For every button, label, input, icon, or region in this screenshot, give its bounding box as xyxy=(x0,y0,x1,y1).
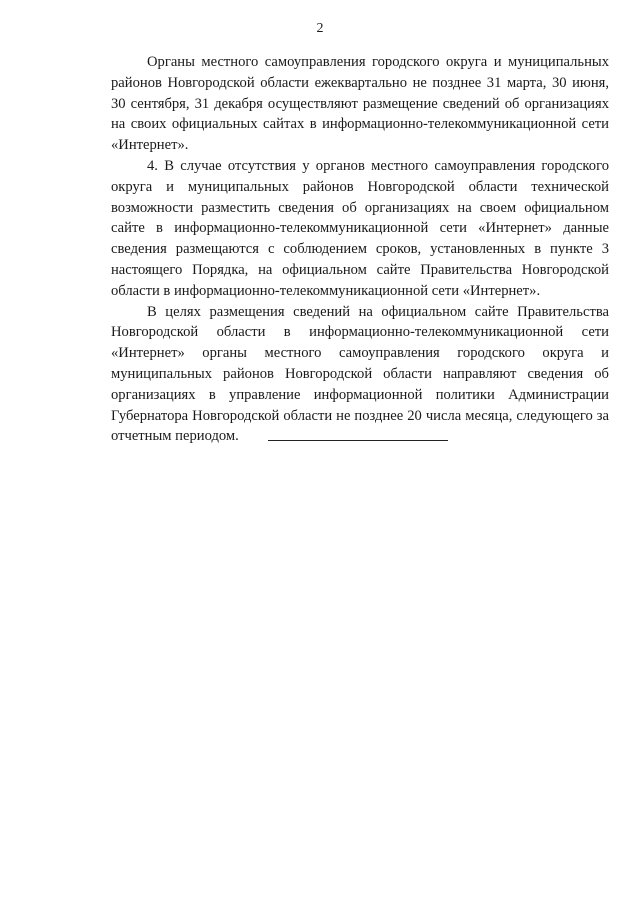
paragraph-submission-procedure: В целях размещения сведений на официальном сайте Правительства Новгородской области в информационно-телекоммуникационной сети «Интернет» органы местного самоуправления городского округа и муниципальных районов Новгородской области направляют сведения об организациях в управление информационной политики Администрации Губернатора Новгородской области не позднее 20 числа месяца, следующего за отчетным периодом. xyxy=(111,303,609,445)
end-of-text-divider xyxy=(268,440,448,441)
page-number: 2 xyxy=(316,21,324,36)
document-body xyxy=(111,52,609,447)
paragraph-item-4: 4. В случае отсутствия у органов местного самоуправления городского округа и муниципальных районов Новгородской области технической возможности разместить сведения об организациях на своем официальном сайте в информационно-телекоммуникационной сети «Интернет» данные сведения размещаются с соблюдением сроков, установленных в пункте 3 настоящего Порядка, на официальном сайте Правительства Новгородской области в информационно-телекоммуникационной сети «Интернет». xyxy=(111,157,609,299)
paragraph-publication-schedule: Органы местного самоуправления городского округа и муниципальных районов Новгородской области ежеквартально не позднее 31 марта, 30 июня, 30 сентября, 31 декабря осуществляют размещение сведений об организациях на своих официальных сайтах в информационно-телекоммуникационной сети «Интернет». xyxy=(111,54,609,154)
